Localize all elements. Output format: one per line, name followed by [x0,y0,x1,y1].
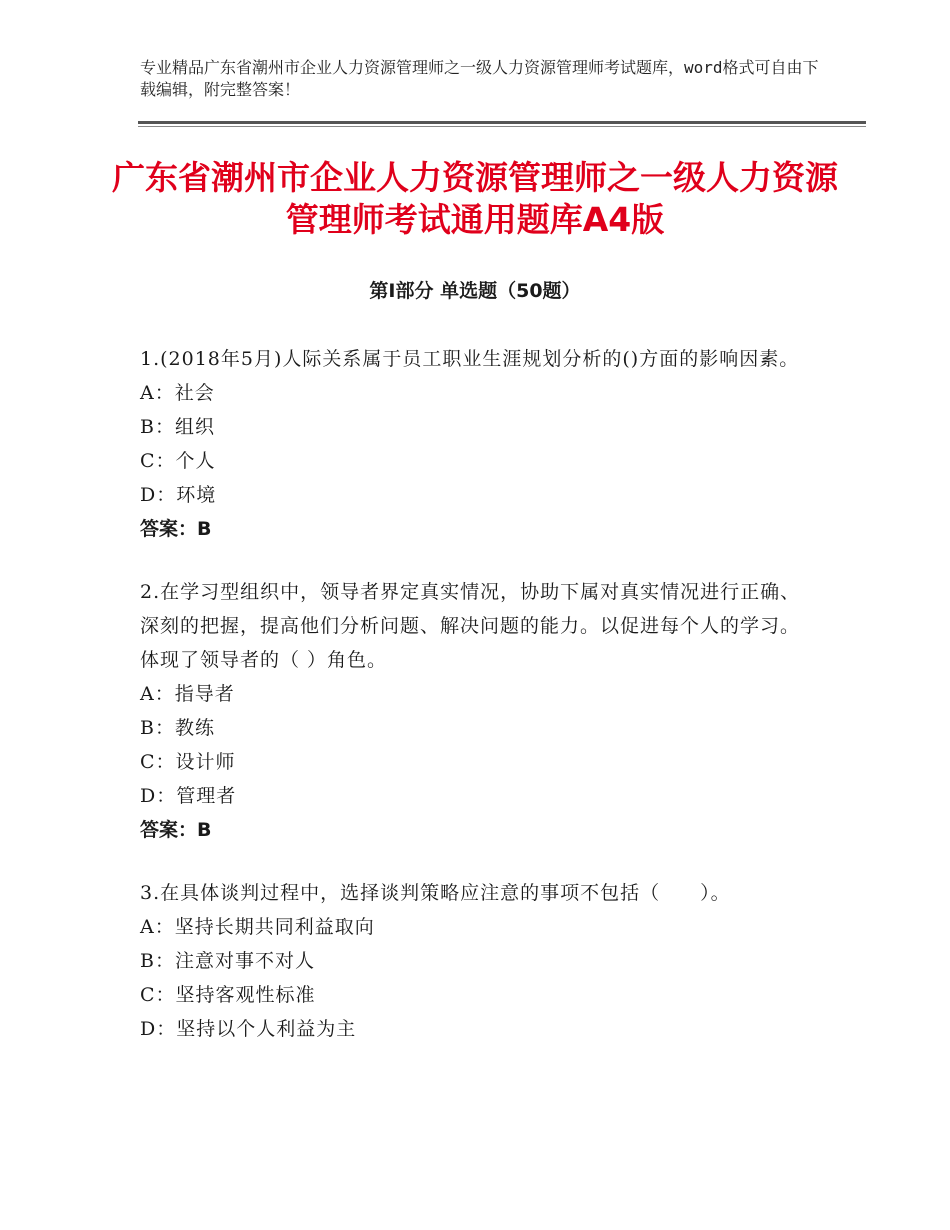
option-b: B：注意对事不对人 [140,950,315,972]
option-c: C：坚持客观性标准 [140,984,316,1006]
answer: 答案：B [140,819,212,841]
question-stem: 2.在学习型组织中，领导者界定真实情况，协助下属对真实情况进行正确、深刻的把握，提高他们分析问题、解决问题的能力。以促进每个人的学习。体现了领导者的（ ）角色。 [140,581,801,671]
option-c: C：个人 [140,450,216,472]
header-note: 专业精品广东省潮州市企业人力资源管理师之一级人力资源管理师考试题库，word格式可自由下载编辑，附完整答案！ [140,58,819,99]
option-d: D：坚持以个人利益为主 [140,1018,357,1040]
header-rule-thick [138,121,866,124]
answer: 答案：B [140,518,212,540]
option-c: C：设计师 [140,751,236,773]
option-b: B：组织 [140,416,215,438]
option-a: A：坚持长期共同利益取向 [140,916,375,938]
option-d: D：管理者 [140,785,237,807]
question-stem: 3.在具体谈判过程中，选择谈判策略应注意的事项不包括（ ）。 [140,882,731,904]
header-rule-thin [138,126,866,127]
option-a: A：指导者 [140,683,235,705]
option-d: D：环境 [140,484,217,506]
option-a: A：社会 [140,382,215,404]
option-b: B：教练 [140,717,215,739]
question-3 [140,876,810,1046]
document-title: 广东省潮州市企业人力资源管理师之一级人力资源管理师考试通用题库A4版 [112,158,838,239]
question-2 [140,575,810,847]
section-title: 第Ⅰ部分 单选题（50题） [369,280,581,302]
question-stem: 1.(2018年5月)人际关系属于员工职业生涯规划分析的()方面的影响因素。 [140,348,800,370]
question-1 [140,342,810,546]
question-list [140,342,810,1075]
